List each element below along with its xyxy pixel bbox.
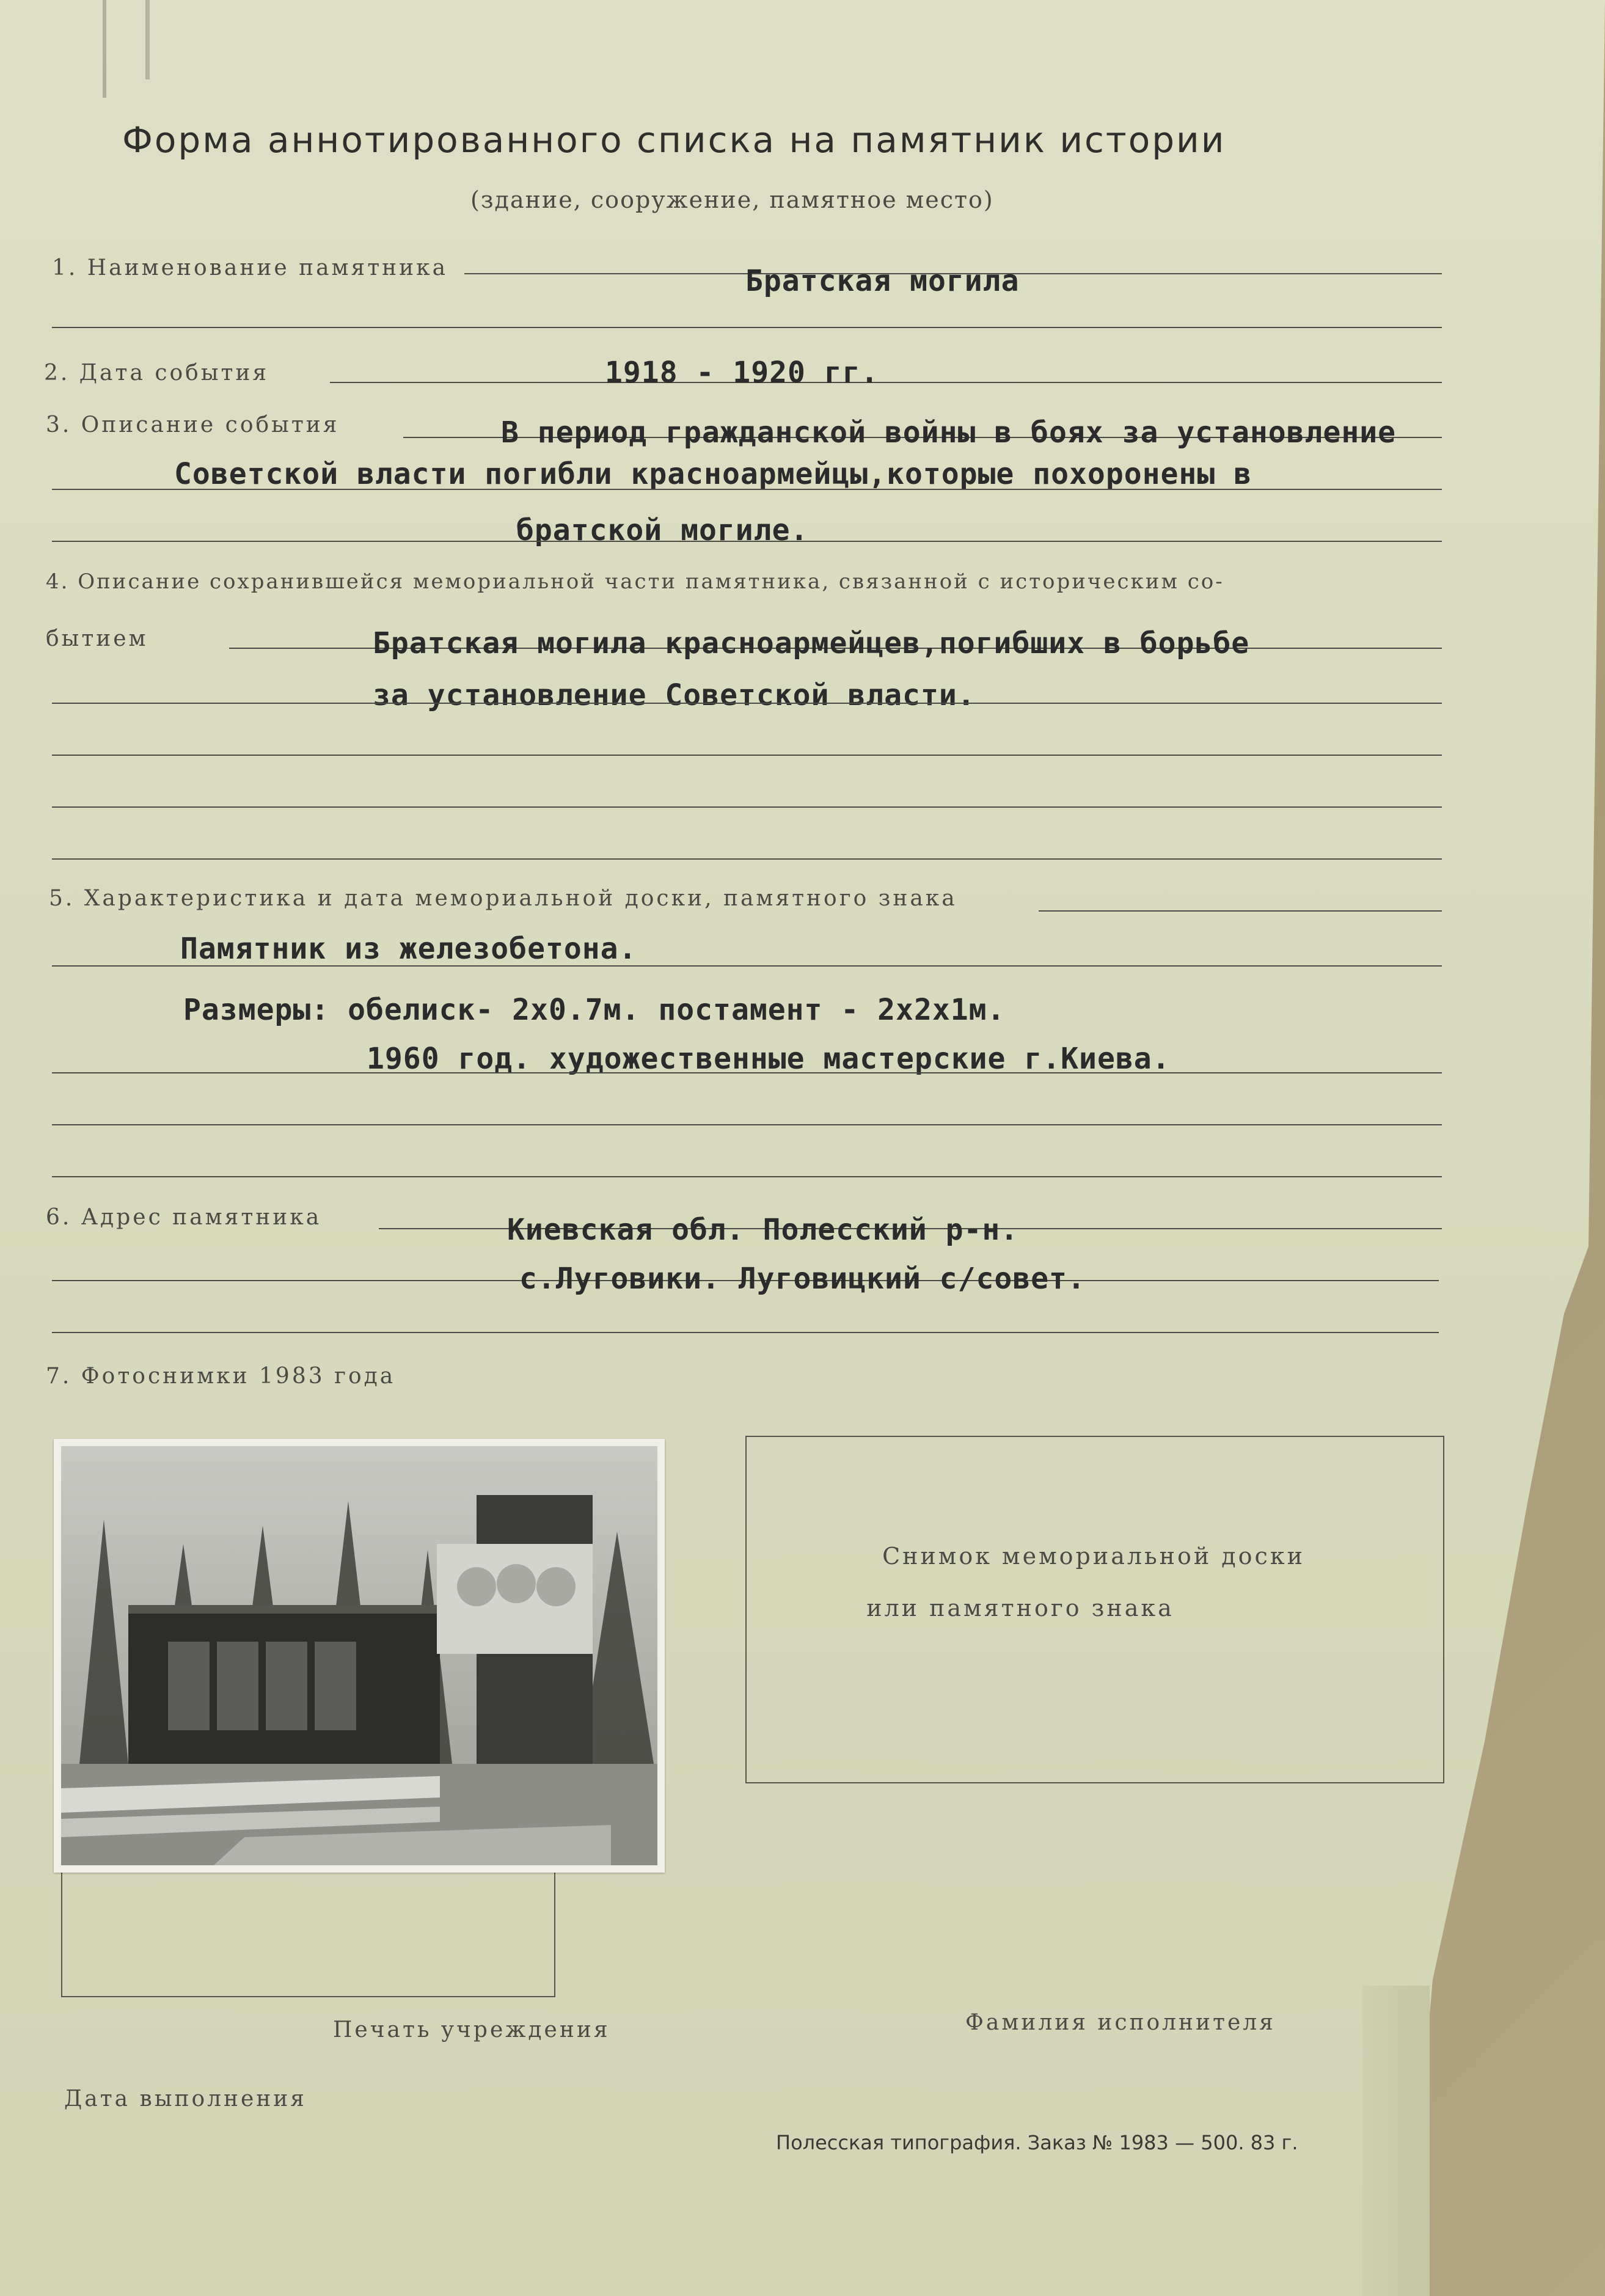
field-4-label: 4. Описание сохранившейся мемориальной части памятника, связанной с историческим со- bbox=[46, 569, 1224, 594]
field-3-line-c bbox=[52, 541, 1442, 542]
date-label: Дата выполнения bbox=[64, 2086, 307, 2111]
field-4-line-b bbox=[52, 703, 1442, 704]
field-3-line3: братской могиле. bbox=[516, 513, 809, 547]
field-3-line1: В период гражданской войны в боях за установление bbox=[501, 415, 1397, 450]
staple-mark bbox=[103, 0, 106, 98]
field-4-line1: Братская могила красноармейцев,погибших в борьбе bbox=[373, 626, 1250, 660]
field-2-line bbox=[330, 382, 1442, 383]
monument-photo bbox=[54, 1439, 665, 1873]
field-3-line-b bbox=[52, 489, 1442, 490]
field-1-label: 1. Наименование памятника bbox=[52, 255, 448, 280]
field-4-line-e bbox=[52, 858, 1442, 860]
form-subtitle: (здание, сооружение, памятное место) bbox=[470, 186, 994, 213]
field-1-line2 bbox=[52, 327, 1442, 328]
paper-fold bbox=[1362, 1986, 1430, 2296]
field-3-line2: Советской власти погибли красноармейцы,которые похоронены в bbox=[174, 457, 1252, 491]
field-4-line-c bbox=[52, 755, 1442, 756]
field-5-label: 5. Характеристика и дата мемориальной доски, памятного знака bbox=[49, 886, 957, 911]
field-5-line-e bbox=[52, 1176, 1442, 1177]
field-5-line-c bbox=[52, 1072, 1442, 1073]
field-2-label: 2. Дата события bbox=[44, 360, 269, 386]
seal-label: Печать учреждения bbox=[333, 2017, 610, 2042]
field-1-value: Братская могила bbox=[745, 264, 1020, 298]
plaque-photo-caption-1: Снимок мемориальной доски bbox=[882, 1543, 1305, 1570]
field-4-label-cont: бытием bbox=[46, 626, 148, 651]
field-5-line bbox=[1039, 910, 1442, 912]
field-6-line1: Киевская обл. Полесский р-н. bbox=[507, 1213, 1019, 1247]
executor-label: Фамилия исполнителя bbox=[965, 2010, 1276, 2035]
field-6-line-c bbox=[52, 1332, 1439, 1333]
field-5-line3: 1960 год. художественные мастерские г.Киева. bbox=[367, 1042, 1171, 1076]
plaque-photo-caption-2: или памятного знака bbox=[866, 1595, 1174, 1621]
monument-photo-image bbox=[61, 1446, 657, 1865]
printer-imprint: Полесская типография. Заказ № 1983 — 500. 83 г. bbox=[776, 2131, 1298, 2154]
field-5-line2: Размеры: обелиск- 2х0.7м. постамент - 2х2х1м. bbox=[183, 993, 1006, 1027]
staple-mark bbox=[145, 0, 150, 79]
field-2-value: 1918 - 1920 гг. bbox=[605, 356, 879, 390]
field-4-line2: за установление Советской власти. bbox=[373, 678, 976, 712]
field-7-label: 7. Фотоснимки 1983 года bbox=[46, 1364, 396, 1389]
field-6-line2: с.Луговики. Луговицкий с/совет. bbox=[519, 1262, 1086, 1296]
field-5-line-d bbox=[52, 1124, 1442, 1125]
field-3-label: 3. Описание события bbox=[46, 412, 340, 437]
field-4-line-d bbox=[52, 806, 1442, 808]
field-5-line-b bbox=[52, 965, 1442, 967]
field-6-label: 6. Адрес памятника bbox=[46, 1205, 322, 1230]
form-title: Форма аннотированного списка на памятник истории bbox=[122, 119, 1226, 161]
field-5-line1: Памятник из железобетона. bbox=[180, 932, 637, 966]
